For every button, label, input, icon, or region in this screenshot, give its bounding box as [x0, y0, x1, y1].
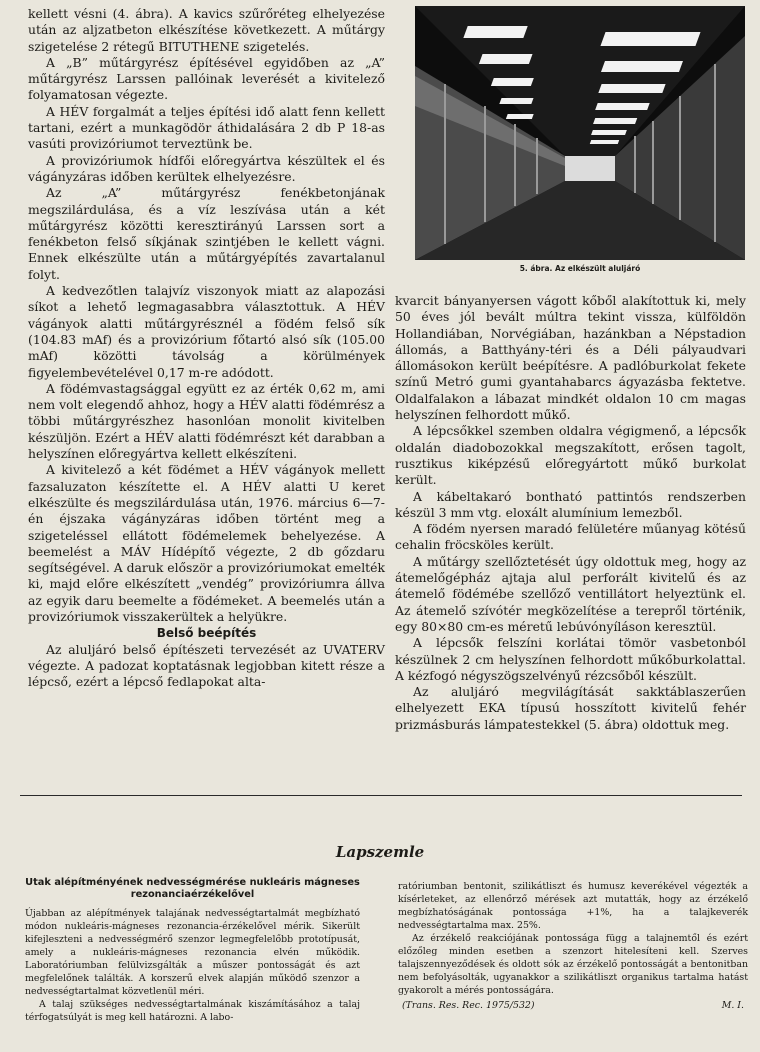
- review-right-column: [398, 880, 748, 1012]
- paragraph: kvarcit bányanyersen vágott kőből alakítottuk ki, mely 50 éves jól bevált múltra tekint vissza, külföldön Hollandiában, Norvégiában, hazánkban a Népstadion állomás, a Batthyány-téri és a Déli pályaudvari állomásokon került beépítésre. A padlóburkolat fekete színű Metró gumi gyantahabarcs ágyazásba fektetve. Oldalfalakon a lábazat mindkét oldalon 10 cm magas helyszínen felhordott műkő.: [395, 293, 746, 423]
- left-column: [28, 6, 385, 690]
- article-title: Utak alépítményének nedvességmérése nukleáris mágneses rezonanciaérzékelővel: [25, 877, 360, 900]
- paragraph: A kivitelező a két födémet a HÉV vágányok mellett fazsaluzaton készítette el. A HÉV alatti U keret elkészülte és megszilárdulása után, 1976. március 6—7-én éjszaka vágányzáras időben történt meg a szigeteléssel ellátott födémelemek behelyezése. A beemelést a MÁV Hídépítő végezte, 2 db gőzdaru segítségével. A daruk először a provizóriumokat emelték ki, majd előre elkészített „vendég” provizóriumra állva az egyik daru beemelte a födémeket. A beemelés után a provizóriumok visszakerültek a helyükre.: [28, 462, 385, 624]
- paragraph: A lépcsők felszíni korlátai tömör vasbetonból készülnek 2 cm helyszínen felhordott műkőburkolattal. A kézfogó négyszögszelvényű rézcsőből készült.: [395, 635, 746, 683]
- review-left-column: [25, 877, 360, 1024]
- underpass-photo: [415, 6, 745, 260]
- underpass-photo-icon: [415, 6, 745, 260]
- paragraph: ratóriumban bentonit, szilikátliszt és humusz keverékével végezték a kísérleteket, az ellenőrző mérések azt mutatták, hogy az érzékelő megbízhatóságának pontossága +1%, ha a talajkeverék nedvességtartalma max. 25%.: [398, 881, 748, 931]
- paragraph: A kedvezőtlen talajvíz viszonyok miatt az alapozási síkot a lehető legmagasabbra választottuk. A HÉV vágányok alatti műtárgyrésznél a födém felső sík (104.83 mAf) és a provizórium főtartó alsó sík (105.00 mAf) közötti távolság a körülmények figyelembevételével 0,17 m-re adódott.: [28, 283, 385, 380]
- paragraph: Az érzékelő reakciójának pontossága függ a talajnemtől és ezért előzőleg minden esetben a szenzort hitelesíteni kell. Szerves talajszennyeződések és oldott sók az érzékelő pontosságát a bentonitban nem befolyásolták, ugyanakkor a szilikátliszt organikus tartalma hatást gyakorolt a mérés pontosságára.: [398, 933, 748, 996]
- reference: (Trans. Res. Rec. 1975/532): [402, 1000, 535, 1011]
- section-subheading: Belső beépítés: [156, 626, 257, 641]
- section-title: Lapszemle: [335, 843, 425, 861]
- paragraph: Az aluljáró megvilágítását sakktáblaszerűen elhelyezett EKA típusú hosszított kivitelű fehér prizmásburás lámpatestekkel (5. ábra) oldottuk meg.: [395, 684, 746, 732]
- paragraph: A kábeltakaró bontható pattintós rendszerben készül 3 mm vtg. eloxált alumínium lemezből.: [395, 488, 746, 520]
- paragraph: Újabban az alépítmények talajának nedvességtartalmát megbízható módon nukleáris-mágneses rezonancia-érzékelővel mérik. Sikerült kifejleszteni a nedvességmérő szenzor legmegfelelőbb prototípusát, amely a nukleáris-mágneses rezonancia elvén működik. Laboratóriumban felülvizsgálták a műszer pontosságát és azt megfelelőnek találták. A korszerű elvek alapján működő szenzor a nedvességtartalmat közvetlenül méri.: [25, 908, 360, 997]
- author-initials: M. I.: [721, 1000, 744, 1011]
- paragraph: A provizóriumok hídfői előregyártva készültek el és vágányzáras időben kerültek elhelyezésre.: [28, 152, 385, 184]
- paragraph: Az aluljáró belső építészeti tervezését az UVATERV végezte. A padozat koptatásnak legjobban kitett része a lépcső, ezért a lépcső fedlapokat alta-: [28, 641, 385, 690]
- paragraph: A födémvastagsággal együtt ez az érték 0,62 m, ami nem volt elegendő ahhoz, hogy a HÉV alatti födémrész a többi műtárgyrészhez hasonlóan monolit kivitelben készüljön. Ezért a HÉV alatti födémrészt két darabban a helyszínen előregyártva kellett elkészíteni.: [28, 380, 385, 462]
- paragraph: A műtárgy szellőztetését úgy oldottuk meg, hogy az átemelőgépház ajtaja alul perforált kivitelű és az átemelő födémébe szellőző ventillátort helyeztünk el. Az átemelő szívótér megközelítése a terepről történik, egy 80×80 cm-es méretű lebúvónyíláson keresztül.: [395, 553, 746, 634]
- reference-line: [398, 999, 748, 1012]
- photo-caption: 5. ábra. Az elkészült aluljáró: [519, 264, 641, 273]
- paragraph: A födém nyersen maradó felületére műanyag kötésű cehalin fröcsköles került.: [395, 521, 746, 553]
- paragraph: A „B” műtárgyrész építésével egyidőben az „A” műtárgyrész Larssen pallóinak leverését a kivitelező folyamatosan végezte.: [28, 54, 385, 103]
- section-divider: [20, 795, 742, 796]
- paragraph: A HÉV forgalmát a teljes építési idő alatt fenn kellett tartani, ezért a munkagödör áthidalására 2 db P 18-as vasúti provizóriumot terveztünk be.: [28, 103, 385, 152]
- paragraph: kellett vésni (4. ábra). A kavics szűrőréteg elhelyezése után az aljzatbeton elkészítése következett. A műtárgy szigetelése 2 rétegű BITUTHENE szigetelés.: [28, 6, 385, 54]
- paragraph: A lépcsőkkel szemben oldalra végigmenő, a lépcsők oldalán diadobozokkal megszakított, erősen tagolt, rusztikus kiképzésű előregyártott műkő burkolat került.: [395, 423, 746, 488]
- paragraph: A talaj szükséges nedvességtartalmának kiszámításához a talaj térfogatsúlyát is meg kell határozni. A labo-: [25, 999, 360, 1023]
- paragraph: Az „A” műtárgyrész fenékbetonjának megszilárdulása, és a víz leszívása után a két műtárgyrész közötti keresztirányú Larssen sort a fenékbeton felső síkjának szintjében le kellett vágni. Ennek elkészülte után a műtárgyépítés zavartalanul folyt.: [28, 185, 385, 282]
- right-column: [395, 293, 746, 733]
